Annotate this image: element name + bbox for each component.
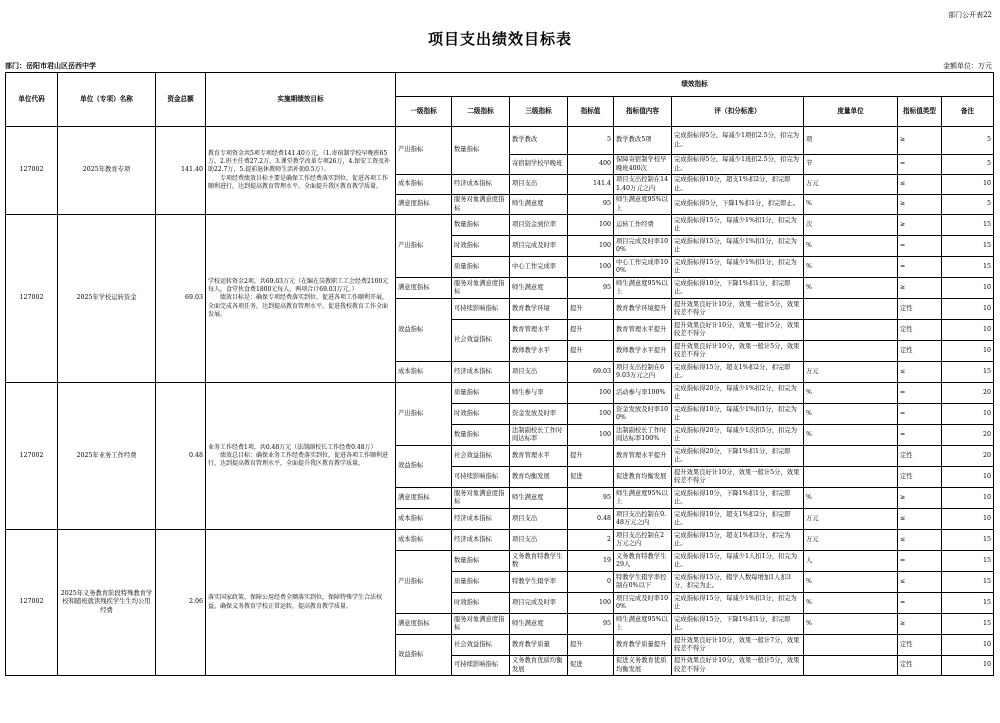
level2-indicator: 经济成本指标 xyxy=(452,509,510,530)
indicator-content: 活动参与率100% xyxy=(614,383,672,404)
header-goal: 实施期绩效目标 xyxy=(206,73,396,127)
level3-indicator: 项目完成及时率 xyxy=(510,593,568,614)
note-score: 5 xyxy=(942,155,994,175)
scoring-standard: 完成指标得15分，超支1%扣2分，扣完即止。 xyxy=(672,362,804,383)
scoring-standard: 提升效果良好计10分，效果一般计5分，效果较差不得分 xyxy=(672,341,804,362)
scoring-standard: 完成指标得15分，超支1%扣3分，扣完为止。 xyxy=(672,530,804,551)
indicator-value: 100 xyxy=(568,383,614,404)
indicator-value: 100 xyxy=(568,404,614,425)
indicator-value: 100 xyxy=(568,593,614,614)
indicator-content: 项目支出控制在141.40万元之内 xyxy=(614,175,672,195)
level3-indicator: 项目资金到位率 xyxy=(510,215,568,236)
indicator-value: 0.48 xyxy=(568,509,614,530)
level2-indicator: 时效指标 xyxy=(452,404,510,425)
scoring-standard: 完成指标得15分，辍学人数每增加1人扣3分，扣完为止。 xyxy=(672,572,804,593)
indicator-content: 教育教学环境提升 xyxy=(614,299,672,320)
scoring-standard: 提升效果良好计10分，效果一般计5分，效果较差不得分 xyxy=(672,467,804,488)
value-type: 定性 xyxy=(898,467,942,488)
indicator-value: 100 xyxy=(568,257,614,278)
scoring-standard: 完成指标得15分，每减少1人扣1分，扣完为止。 xyxy=(672,551,804,572)
header-content: 指标值内容 xyxy=(614,97,672,127)
level2-indicator: 可持续影响指标 xyxy=(452,299,510,320)
note-score: 10 xyxy=(942,488,994,509)
value-type: = xyxy=(898,236,942,257)
indicator-content: 教育管理水平提升 xyxy=(614,320,672,341)
level2-indicator: 时效指标 xyxy=(452,236,510,257)
level3-indicator: 法制副校长工作时间达标率 xyxy=(510,425,568,446)
scoring-standard: 完成指标得15分，每减少1%扣3分，扣完为止 xyxy=(672,593,804,614)
project-code: 127002 xyxy=(6,127,58,215)
table-header xyxy=(6,73,994,127)
level3-indicator: 师生满意度 xyxy=(510,278,568,299)
value-type: ≥ xyxy=(898,278,942,299)
scoring-standard: 完成指标得5分，每减少1班扣2.5分，扣完为止。 xyxy=(672,155,804,175)
indicator-content: 促进教育均衡发展 xyxy=(614,467,672,488)
scoring-standard: 完成指标得10分，超支1%扣2分，扣完即止。 xyxy=(672,175,804,195)
level2-indicator: 数量指标 xyxy=(452,425,510,446)
note-score: 20 xyxy=(942,383,994,404)
measure-unit: 人 xyxy=(804,551,898,572)
level2-indicator: 可持续影响指标 xyxy=(452,467,510,488)
level3-indicator: 教师教学水平 xyxy=(510,341,568,362)
header-indicators: 绩效指标 xyxy=(396,73,994,97)
scoring-standard: 提升效果良好计10分，效果一般计5分，效果较差不得分 xyxy=(672,320,804,341)
indicator-value: 95 xyxy=(568,278,614,299)
value-type: 定性 xyxy=(898,341,942,362)
indicator-value: 400 xyxy=(568,155,614,175)
value-type: = xyxy=(898,404,942,425)
measure-unit: 次 xyxy=(804,215,898,236)
level2-indicator: 服务对象满意度指标 xyxy=(452,195,510,215)
indicator-value: 141.4 xyxy=(568,175,614,195)
indicator-value: 100 xyxy=(568,215,614,236)
indicator-value: 提升 xyxy=(568,320,614,341)
value-type: ≥ xyxy=(898,614,942,635)
indicator-content: 保障寄宿制学校早晚班400次 xyxy=(614,155,672,175)
measure-unit: % xyxy=(804,425,898,446)
header-name: 单位（专项）名称 xyxy=(58,73,156,127)
level2-indicator: 社会效益指标 xyxy=(452,635,510,656)
level3-indicator: 项目支出 xyxy=(510,530,568,551)
level2-indicator: 数量指标 xyxy=(452,551,510,572)
level3-indicator: 项目支出 xyxy=(510,175,568,195)
value-type: = xyxy=(898,593,942,614)
indicator-content: 义务教育特教学生29人 xyxy=(614,551,672,572)
indicator-content: 资金发放及时率100% xyxy=(614,404,672,425)
note-score: 10 xyxy=(942,341,994,362)
level1-indicator: 产出指标 xyxy=(396,215,452,278)
note-score: 15 xyxy=(942,530,994,551)
indicator-value: 95 xyxy=(568,488,614,509)
value-type: ≤ xyxy=(898,362,942,383)
level1-indicator: 产出指标 xyxy=(396,551,452,614)
level1-indicator: 效益指标 xyxy=(396,446,452,488)
level3-indicator: 教育教学环境 xyxy=(510,299,568,320)
note-score: 10 xyxy=(942,320,994,341)
level3-indicator: 特教学生辍学率 xyxy=(510,572,568,593)
level3-indicator: 师生参与率 xyxy=(510,383,568,404)
scoring-standard: 完成指标得20分，每减少1%扣2分，扣完为止 xyxy=(672,383,804,404)
level1-indicator: 成本指标 xyxy=(396,530,452,551)
value-type: ≤ xyxy=(898,175,942,195)
note-score: 15 xyxy=(942,215,994,236)
note-score: 10 xyxy=(942,656,994,676)
value-type: = xyxy=(898,257,942,278)
note-score: 5 xyxy=(942,195,994,215)
indicator-content: 促进义务教育优质均衡发展 xyxy=(614,656,672,676)
level1-indicator: 产出指标 xyxy=(396,127,452,175)
indicator-content: 项目支出控制在2万元之内 xyxy=(614,530,672,551)
project-goal: 学校运转资金2项，共69.03万元（在编在岗教职工工会经费2100元每人，食堂伙食费1800元每人，两项合计69.03万元。） 绩效目标是：确保专项经费落实到位，促进各项工作顺利开展，全面完成各项任务，达到提高教育管理水平，促进我校教育工作全面发展。 xyxy=(206,215,396,383)
level1-indicator: 成本指标 xyxy=(396,362,452,383)
indicator-content: 法制副校长工作时间达标率100% xyxy=(614,425,672,446)
value-type: ≥ xyxy=(898,488,942,509)
header-value: 指标值 xyxy=(568,97,614,127)
project-goal: 教育专项资金共5项专项经费141.40万元，（1.寄宿制学校早晚班65万，2.班主任费27.2万，3.课堂教学改革专项26万，4.保安工资及补助22.7万，5.提前退休教师生活补助0.5万）。 专项经费绩效目标主要是确保工作经费落实到位，促进各项工作顺利进行，达到提高教育管理水平，全面提升我区教育教学质量。 xyxy=(206,127,396,215)
scoring-standard: 完成指标得10分，下降1%扣1分，扣完即止。 xyxy=(672,488,804,509)
indicator-content: 师生满意度95%以上 xyxy=(614,614,672,635)
measure-unit: 项 xyxy=(804,127,898,155)
level2-indicator: 可持续影响指标 xyxy=(452,656,510,676)
page-title: 项目支出绩效目标表 xyxy=(427,30,572,48)
table-row xyxy=(6,215,994,236)
level3-indicator: 教育教学质量 xyxy=(510,635,568,656)
note-score: 10 xyxy=(942,509,994,530)
measure-unit xyxy=(804,320,898,341)
indicator-value: 提升 xyxy=(568,341,614,362)
level1-indicator: 成本指标 xyxy=(396,509,452,530)
project-amount: 0.48 xyxy=(156,383,206,530)
value-type: ≤ xyxy=(898,509,942,530)
note-score: 10 xyxy=(942,299,994,320)
scoring-standard: 完成指标得5分，下降1%扣1分，扣完即止。 xyxy=(672,195,804,215)
level2-indicator: 质量指标 xyxy=(452,383,510,404)
scoring-standard: 完成指标得15分，每减少1%扣1分，扣完为止 xyxy=(672,236,804,257)
indicator-value: 100 xyxy=(568,236,614,257)
value-type: ≤ xyxy=(898,572,942,593)
header-measure: 度量单位 xyxy=(804,97,898,127)
level3-indicator: 义务教育优质均衡发展 xyxy=(510,656,568,676)
indicator-content: 教育管理水平提升 xyxy=(614,446,672,467)
header-note: 备注 xyxy=(942,97,994,127)
level3-indicator: 教育管理水平 xyxy=(510,320,568,341)
measure-unit xyxy=(804,341,898,362)
measure-unit: % xyxy=(804,383,898,404)
note-score: 15 xyxy=(942,236,994,257)
indicator-content: 项目支出控制在0.48万元之内 xyxy=(614,509,672,530)
level3-indicator: 义务教育特教学生数 xyxy=(510,551,568,572)
level2-indicator: 时效指标 xyxy=(452,593,510,614)
measure-unit xyxy=(804,299,898,320)
scoring-standard: 提升效果良好计10分，效果一般计5分，效果较差不得分 xyxy=(672,299,804,320)
value-type: 定性 xyxy=(898,656,942,676)
project-name: 2025年学校运转资金 xyxy=(58,215,156,383)
level3-indicator: 项目完成及时率 xyxy=(510,236,568,257)
value-type: ≥ xyxy=(898,195,942,215)
project-name: 2025年义务教育阶段特殊教育学校和随班就读残疾学生生均公用经费 xyxy=(58,530,156,676)
indicator-value: 促进 xyxy=(568,656,614,676)
measure-unit: 万元 xyxy=(804,530,898,551)
indicator-value: 2 xyxy=(568,530,614,551)
level1-indicator: 效益指标 xyxy=(396,635,452,676)
scoring-standard: 完成指标得10分，每减少1%扣1分，扣完为止 xyxy=(672,404,804,425)
table-row xyxy=(6,383,994,404)
scoring-standard: 完成指标得20分，每减少1次扣5分，扣完为止 xyxy=(672,425,804,446)
indicator-value: 19 xyxy=(568,551,614,572)
indicator-value: 5 xyxy=(568,127,614,155)
measure-unit: 万元 xyxy=(804,509,898,530)
header-level2: 二级指标 xyxy=(452,97,510,127)
value-type: 定性 xyxy=(898,299,942,320)
level2-indicator: 社会效益指标 xyxy=(452,320,510,362)
measure-unit: % xyxy=(804,404,898,425)
level3-indicator: 资金发放及时率 xyxy=(510,404,568,425)
unit-label: 金额单位：万元 xyxy=(943,62,992,70)
project-name: 2025年业务工作经费 xyxy=(58,383,156,530)
indicator-content: 项目完成及时率100% xyxy=(614,236,672,257)
level2-indicator: 数量指标 xyxy=(452,215,510,236)
project-code: 127002 xyxy=(6,215,58,383)
measure-unit xyxy=(804,446,898,467)
level3-indicator: 师生满意度 xyxy=(510,614,568,635)
note-score: 15 xyxy=(942,551,994,572)
level2-indicator: 质量指标 xyxy=(452,257,510,278)
value-type: ≥ xyxy=(898,215,942,236)
indicator-value: 69.03 xyxy=(568,362,614,383)
note-score: 5 xyxy=(942,127,994,155)
measure-unit: 万元 xyxy=(804,362,898,383)
project-goal: 落实国家政策，保障公用经费全额落实到位，保障特殊学生合法权益，确保义务教育学校正常运转，提高教育教学质量。 xyxy=(206,530,396,676)
table-row xyxy=(6,127,994,155)
value-type: 定性 xyxy=(898,446,942,467)
note-score: 10 xyxy=(942,278,994,299)
scoring-standard: 完成指标得10分，下降1%扣1分，扣完即止。 xyxy=(672,278,804,299)
header-amount: 资金总额 xyxy=(156,73,206,127)
level2-indicator: 服务对象满意度指标 xyxy=(452,278,510,299)
level3-indicator: 师生满意度 xyxy=(510,195,568,215)
measure-unit: 节 xyxy=(804,155,898,175)
measure-unit xyxy=(804,467,898,488)
value-type: = xyxy=(898,551,942,572)
level1-indicator: 产出指标 xyxy=(396,383,452,446)
note-score: 15 xyxy=(942,614,994,635)
indicator-content: 师生满意度95%以上 xyxy=(614,488,672,509)
measure-unit: % xyxy=(804,278,898,299)
measure-unit: % xyxy=(804,572,898,593)
measure-unit: % xyxy=(804,236,898,257)
note-score: 10 xyxy=(942,635,994,656)
level2-indicator: 服务对象满意度指标 xyxy=(452,614,510,635)
value-type: 定性 xyxy=(898,320,942,341)
indicator-value: 提升 xyxy=(568,635,614,656)
note-score: 15 xyxy=(942,362,994,383)
level3-indicator: 教育均衡发展 xyxy=(510,467,568,488)
level3-indicator: 项目支出 xyxy=(510,362,568,383)
performance-table xyxy=(5,72,994,676)
level1-indicator: 效益指标 xyxy=(396,299,452,362)
indicator-content: 师生满意度95%以上 xyxy=(614,195,672,215)
note-score: 15 xyxy=(942,593,994,614)
measure-unit: % xyxy=(804,195,898,215)
measure-unit xyxy=(804,635,898,656)
indicator-content: 教学教改5项 xyxy=(614,127,672,155)
indicator-content: 项目完成及时率100% xyxy=(614,593,672,614)
level3-indicator: 教育管理水平 xyxy=(510,446,568,467)
level3-indicator: 师生满意度 xyxy=(510,488,568,509)
scoring-standard: 完成指标得15分，每减少1%扣1分，扣完为止 xyxy=(672,215,804,236)
value-type: = xyxy=(898,383,942,404)
project-amount: 141.40 xyxy=(156,127,206,215)
indicator-value: 提升 xyxy=(568,446,614,467)
value-type: = xyxy=(898,155,942,175)
indicator-value: 提升 xyxy=(568,299,614,320)
level1-indicator: 满意度指标 xyxy=(396,488,452,509)
measure-unit: % xyxy=(804,488,898,509)
measure-unit: % xyxy=(804,614,898,635)
level3-indicator: 中心工作完成率 xyxy=(510,257,568,278)
level2-indicator: 经济成本指标 xyxy=(452,362,510,383)
indicator-content: 教育教学质量提升 xyxy=(614,635,672,656)
level2-indicator: 经济成本指标 xyxy=(452,175,510,195)
value-type: ≤ xyxy=(898,530,942,551)
project-code: 127002 xyxy=(6,383,58,530)
scoring-standard: 提升效果良好计10分，效果一般计7分，效果较差不得分 xyxy=(672,635,804,656)
header-level3: 三级指标 xyxy=(510,97,568,127)
indicator-content: 运转工作经费 xyxy=(614,215,672,236)
indicator-content: 师生满意度95%以上 xyxy=(614,278,672,299)
project-goal: 业务工作经费1项，共0.48万元（法制副校长工作经费0.48万） 绩效总目标：确保业务工作经费落实到位，促进各项工作顺利进行，达到提高教育管理水平，全面提升我区教育教学质量。 xyxy=(206,383,396,530)
indicator-content: 教师教学水平提升 xyxy=(614,341,672,362)
indicator-value: 100 xyxy=(568,425,614,446)
level2-indicator: 数量指标 xyxy=(452,127,510,175)
department-label: 部门：岳阳市君山区岳西中学 xyxy=(5,61,96,70)
table-row xyxy=(6,530,994,551)
value-type: ≥ xyxy=(898,127,942,155)
level3-indicator: 寄宿制学校早晚班 xyxy=(510,155,568,175)
note-score: 20 xyxy=(942,446,994,467)
note-score: 10 xyxy=(942,467,994,488)
measure-unit xyxy=(804,656,898,676)
header-type: 指标值类型 xyxy=(898,97,942,127)
note-score: 15 xyxy=(942,572,994,593)
level1-indicator: 满意度指标 xyxy=(396,278,452,299)
project-name: 2025年教育专项 xyxy=(58,127,156,215)
scoring-standard: 完成指标得15分，每减少1%扣1分，扣完为止 xyxy=(672,257,804,278)
indicator-value: 95 xyxy=(568,614,614,635)
scoring-standard: 提升效果良好计10分，效果一般计5分，效果较差不得分 xyxy=(672,656,804,676)
level1-indicator: 满意度指标 xyxy=(396,195,452,215)
indicator-value: 95 xyxy=(568,195,614,215)
indicator-content: 项目支出控制在69.03万元之内 xyxy=(614,362,672,383)
note-score: 10 xyxy=(942,175,994,195)
level3-indicator: 项目支出 xyxy=(510,509,568,530)
value-type: 定性 xyxy=(898,635,942,656)
measure-unit: % xyxy=(804,257,898,278)
measure-unit: % xyxy=(804,593,898,614)
scoring-standard: 完成指标得5分，每减少1项扣2.5分，扣完为止。 xyxy=(672,127,804,155)
measure-unit: 万元 xyxy=(804,175,898,195)
note-score: 10 xyxy=(942,404,994,425)
header-standard: 评（扣分标准） xyxy=(672,97,804,127)
level3-indicator: 教学教改 xyxy=(510,127,568,155)
note-score: 15 xyxy=(942,257,994,278)
scoring-standard: 完成指标得10分，超支1%扣2分，扣完即止。 xyxy=(672,509,804,530)
level2-indicator: 经济成本指标 xyxy=(452,530,510,551)
scoring-standard: 完成指标得15分，下降1%扣1分，扣完即止。 xyxy=(672,614,804,635)
scoring-standard: 完成指标得20分，下降1%扣1分，扣完即止。 xyxy=(672,446,804,467)
note-score: 20 xyxy=(942,425,994,446)
indicator-value: 促进 xyxy=(568,467,614,488)
indicator-content: 特教学生辍学率控制在0%以下 xyxy=(614,572,672,593)
indicator-content: 中心工作完成率100% xyxy=(614,257,672,278)
project-code: 127002 xyxy=(6,530,58,676)
page-label: 部门公开表22 xyxy=(948,11,992,19)
level2-indicator: 社会效益指标 xyxy=(452,446,510,467)
project-amount: 69.03 xyxy=(156,215,206,383)
level1-indicator: 成本指标 xyxy=(396,175,452,195)
table-body xyxy=(6,127,994,676)
level1-indicator: 满意度指标 xyxy=(396,614,452,635)
value-type: = xyxy=(898,425,942,446)
header-level1: 一级指标 xyxy=(396,97,452,127)
level2-indicator: 质量指标 xyxy=(452,572,510,593)
project-amount: 2.06 xyxy=(156,530,206,676)
indicator-value: 0 xyxy=(568,572,614,593)
level2-indicator: 服务对象满意度指标 xyxy=(452,488,510,509)
header-code: 单位代码 xyxy=(6,73,58,127)
